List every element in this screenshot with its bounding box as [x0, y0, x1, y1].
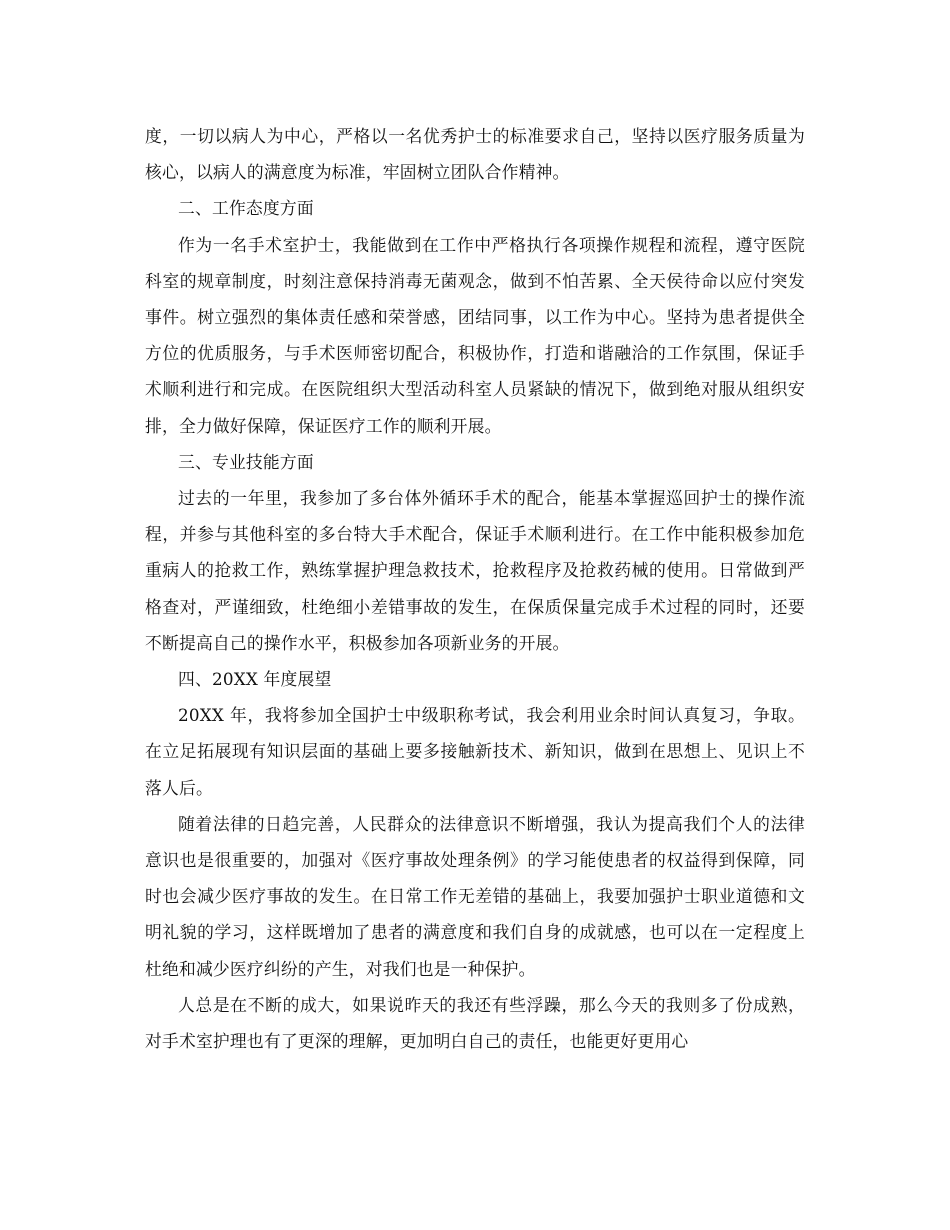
paragraph-professional-skills: 过去的一年里，我参加了多台体外循环手术的配合，能基本掌握巡回护士的操作流程，并参与其他科室的多台特大手术配合，保证手术顺利进行。在工作中能积极参加危重病人的抢救工作，熟练掌握护理急救技术，抢救程序及抢救药械的使用。日常做到严格查对，严谨细致，杜绝细小差错事故的发生，在保质保量完成手术过程的同时，还要不断提高自己的操作水平，积极参加各项新业务的开展。	[145, 488, 805, 653]
paragraph-annual-outlook: 20XX 年，我将参加全国护士中级职称考试，我会利用业余时间认真复习，争取。在立足拓展现有知识层面的基础上要多接触新技术、新知识，做到在思想上、见识上不落人后。	[145, 705, 805, 798]
paragraph-work-attitude: 作为一名手术室护士，我能做到在工作中严格执行各项操作规程和流程，遵守医院科室的规章制度，时刻注意保持消毒无菌观念，做到不怕苦累、全天侯待命以应付突发事件。树立强烈的集体责任感和荣誉感，团结同事，以工作为中心。坚持为患者提供全方位的优质服务，与手术医师密切配合，积极协作，打造和谐融洽的工作氛围，保证手术顺利进行和完成。在医院组织大型活动科室人员紧缺的情况下，做到绝对服从组织安排，全力做好保障，保证医疗工作的顺利开展。	[145, 234, 805, 436]
paragraph-personal-growth: 人总是在不断的成大，如果说昨天的我还有些浮躁，那么今天的我则多了份成熟，对手术室护理也有了更深的理解，更加明白自己的责任，也能更好更用心	[145, 994, 805, 1052]
document-body	[145, 118, 805, 1059]
section-heading-professional-skills: 三、专业技能方面	[178, 451, 314, 472]
section-heading-work-attitude: 二、工作态度方面	[178, 198, 314, 219]
paragraph-continuation: 度，一切以病人为中心，严格以一名优秀护士的标准要求自己，坚持以医疗服务质量为核心，以病人的满意度为标准，牢固树立团队合作精神。	[145, 126, 805, 183]
section-heading-annual-outlook: 四、20XX 年度展望	[178, 669, 332, 690]
paragraph-legal-awareness: 随着法律的日趋完善，人民群众的法律意识不断增强，我认为提高我们个人的法律意识也是很重要的，加强对《医疗事故处理条例》的学习能使患者的权益得到保障，同时也会减少医疗事故的发生。在日常工作无差错的基础上，我要加强护士职业道德和文明礼貌的学习，这样既增加了患者的满意度和我们自身的成就感，也可以在一定程度上杜绝和减少医疗纠纷的产生，对我们也是一种保护。	[145, 813, 805, 979]
